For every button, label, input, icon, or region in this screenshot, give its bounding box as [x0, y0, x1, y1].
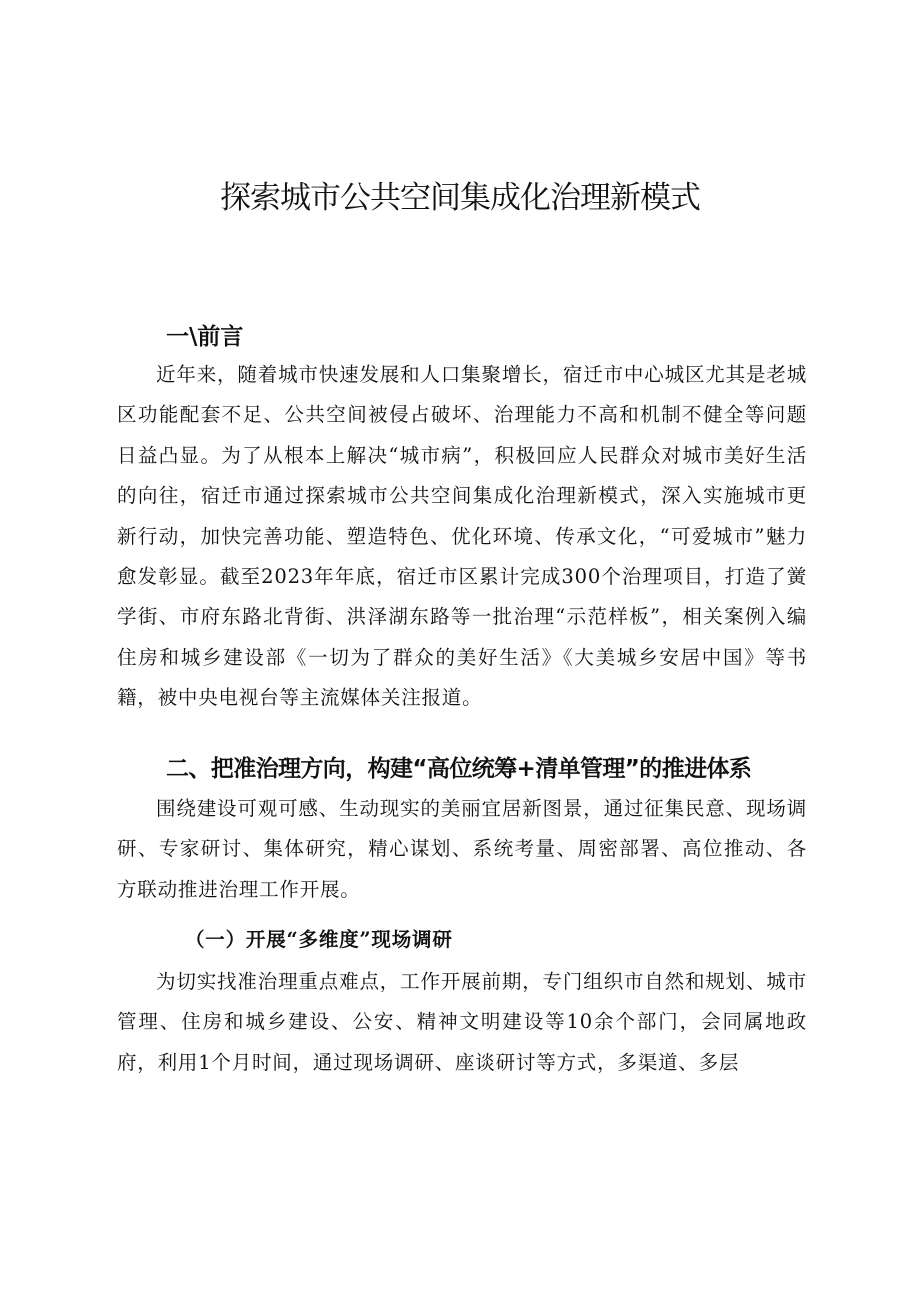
subsection-heading-field-research: （一）开展“多维度”现场调研 — [185, 928, 453, 951]
section-heading-governance-direction: 二、把准治理方向，构建“高位统筹+清单管理”的推进体系 — [166, 756, 752, 782]
section-heading-preface: 一\前言 — [166, 324, 244, 350]
field-research-paragraph: 为切实找准治理重点难点，工作开展前期，专门组织市自然和规划、城市管理、住房和城乡建设、公安、精神文明建设等10余个部门，会同属地政府，利用1个月时间，通过现场调研、座谈研讨等方式，多渠道、多层 — [117, 970, 807, 1074]
document-title: 探索城市公共空间集成化治理新模式 — [220, 180, 700, 216]
preface-paragraph: 近年来，随着城市快速发展和人口集聚增长，宿迁市中心城区尤其是老城区功能配套不足、公共空间被侵占破坏、治理能力不高和机制不健全等问题日益凸显。为了从根本上解决“城市病”，积极回应人民群众对城市美好生活的向往，宿迁市通过探索城市公共空间集成化治理新模式，深入实施城市更新行动，加快完善功能、塑造特色、优化环境、传承文化，“可爱城市”魅力愈发彰显。截至2023年年底，宿迁市区累计完成300个治理项目，打造了黉学街、市府东路北背街、洪泽湖东路等一批治理“示范样板”，相关案例入编住房和城乡建设部《一切为了群众的美好生活》《大美城乡安居中国》等书籍，被中央电视台等主流媒体关注报道。 — [117, 363, 807, 710]
governance-intro-paragraph: 围绕建设可观可感、生动现实的美丽宜居新图景，通过征集民意、现场调研、专家研讨、集体研究，精心谋划、系统考量、周密部署、高位推动、各方联动推进治理工作开展。 — [117, 797, 807, 901]
